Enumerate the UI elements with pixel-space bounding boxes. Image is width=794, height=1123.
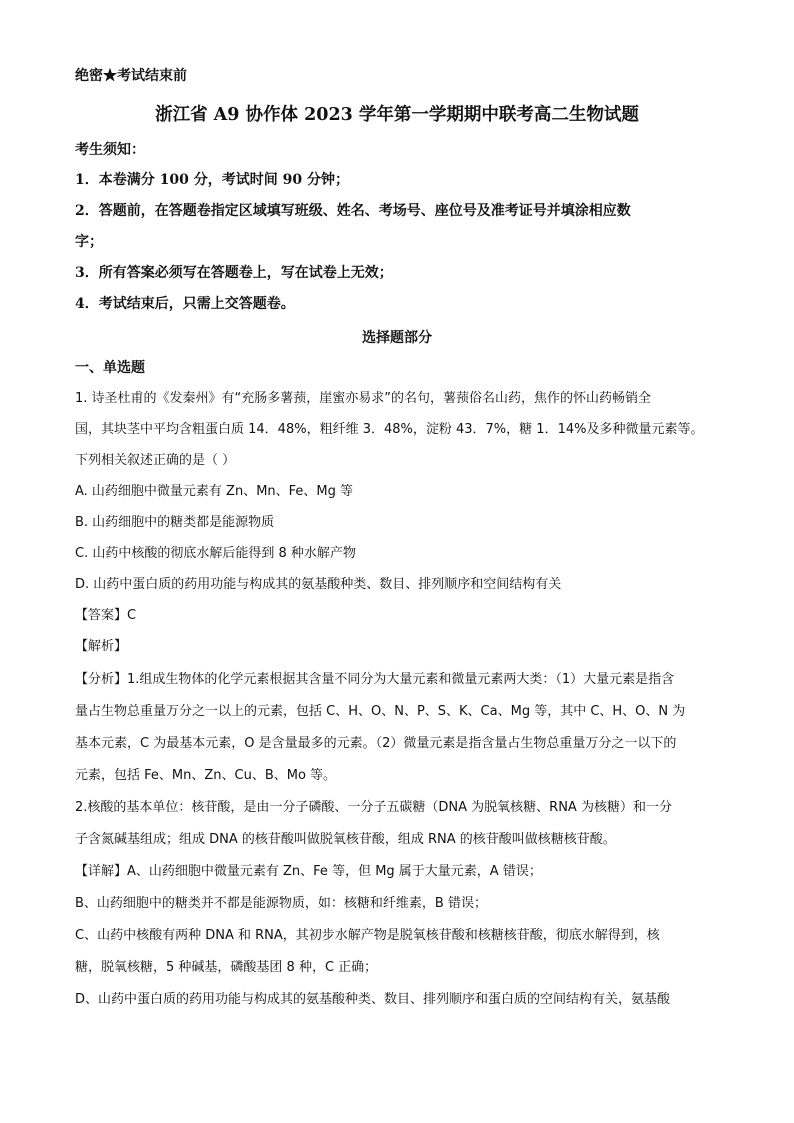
analysis-heading: 【解析】 — [75, 639, 128, 654]
question-stem-line: 1. 诗圣杜甫的《发秦州》有“充肠多薯蓣，崖蜜亦易求”的名句，薯蓣俗名山药，焦作的怀山药畅销全 — [75, 391, 652, 406]
option-d: D. 山药中蛋白质的药用功能与构成其的氨基酸种类、数目、排列顺序和空间结构有关 — [75, 577, 562, 592]
notice-item: 3．所有答案必须写在答题卷上，写在试卷上无效； — [75, 265, 393, 281]
notice-item: 字； — [75, 234, 103, 250]
confidential-label: 绝密★考试结束前 — [75, 68, 187, 84]
analysis-line: C、山药中核酸有两种 DNA 和 RNA，其初步水解产物是脱氧核苷酸和核糖核苷酸，彻底水解得到，核 — [75, 928, 660, 943]
analysis-line: 量占生物总重量万分之一以上的元素，包括 C、H、O、N、P、S、K、Ca、Mg 等，其中 C、H、O、N 为 — [75, 704, 686, 719]
analysis-line: 【分析】1.组成生物体的化学元素根据其含量不同分为大量元素和微量元素两大类：（1）大量元素是指含 — [75, 672, 675, 687]
notice-heading: 考生须知： — [75, 142, 145, 158]
option-b: B. 山药细胞中的糖类都是能源物质 — [75, 515, 275, 530]
analysis-line: 糖，脱氧核糖，5 种碱基，磷酸基团 8 种，C 正确； — [75, 960, 378, 975]
option-c: C. 山药中核酸的彻底水解后能得到 8 种水解产物 — [75, 546, 356, 561]
answer-label: 【答案】C — [75, 608, 137, 623]
exam-title: 浙江省 A9 协作体 2023 学年第一学期期中联考高二生物试题 — [155, 105, 639, 125]
notice-item: 1．本卷满分 100 分，考试时间 90 分钟； — [75, 172, 349, 188]
analysis-line: B、山药细胞中的糖类并不都是能源物质，如：核糖和纤维素，B 错误； — [75, 896, 487, 911]
analysis-line: 子含氮碱基组成；组成 DNA 的核苷酸叫做脱氧核苷酸，组成 RNA 的核苷酸叫做核糖核苷酸。 — [75, 832, 616, 847]
notice-item: 2．答题前，在答题卷指定区域填写班级、姓名、考场号、座位号及准考证号并填涂相应数 — [75, 203, 631, 219]
option-a: A. 山药细胞中微量元素有 Zn、Mn、Fe、Mg 等 — [75, 484, 354, 499]
question-stem-line: 国，其块茎中平均含粗蛋白质 14．48%，粗纤维 3．48%，淀粉 43．7%，糖 1．14%及多种微量元素等。 — [75, 422, 704, 437]
analysis-line: 2.核酸的基本单位：核苷酸，是由一分子磷酸、一分子五碳糖（DNA 为脱氧核糖、RNA 为核糖）和一分 — [75, 800, 672, 815]
question-stem-line: 下列相关叙述正确的是（ ） — [75, 453, 236, 468]
analysis-line: 基本元素，C 为最基本元素，O 是含量最多的元素。（2）微量元素是指含量占生物总重量万分之一以下的 — [75, 736, 677, 751]
analysis-line: 【详解】A、山药细胞中微量元素有 Zn、Fe 等，但 Mg 属于大量元素，A 错误； — [75, 864, 542, 879]
analysis-line: 元素，包括 Fe、Mn、Zn、Cu、B、Mo 等。 — [75, 768, 337, 783]
analysis-line: D、山药中蛋白质的药用功能与构成其的氨基酸种类、数目、排列顺序和蛋白质的空间结构有关，氨基酸 — [75, 992, 671, 1007]
section-part-title: 选择题部分 — [362, 330, 432, 346]
notice-item: 4．考试结束后，只需上交答题卷。 — [75, 296, 295, 312]
section-type-heading: 一、单选题 — [75, 360, 145, 376]
